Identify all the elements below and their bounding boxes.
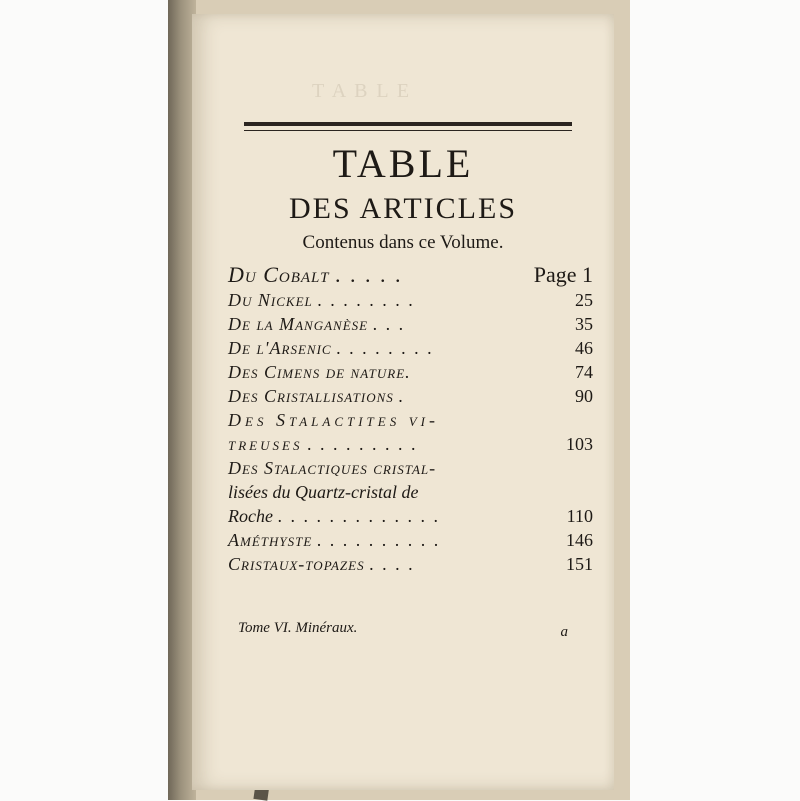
toc-entry-title: Des Cristallisations — [228, 386, 394, 406]
toc-entry-continuation — [228, 480, 593, 504]
toc-entry — [228, 552, 593, 576]
toc-entry — [228, 528, 593, 552]
toc-entry-title: Du Nickel — [228, 290, 313, 310]
table-of-contents — [228, 262, 593, 576]
toc-entry — [228, 262, 593, 288]
page-title: TABLE — [332, 141, 474, 186]
page-subtitle: DES ARTICLES — [288, 192, 518, 225]
toc-entry-title: Cristaux-topazes — [228, 554, 365, 574]
toc-entry-page: Page 1 — [533, 262, 593, 287]
toc-entry-title: De l'Arsenic — [228, 338, 332, 358]
toc-entry — [228, 456, 593, 480]
toc-entry-page: 35 — [575, 314, 593, 334]
toc-entry-page: 90 — [575, 386, 593, 406]
toc-entry — [228, 384, 593, 408]
toc-entry-page: 110 — [566, 506, 593, 526]
toc-entry-page: 25 — [575, 290, 593, 310]
toc-entry-page: 103 — [566, 434, 593, 454]
toc-entry-page: 151 — [566, 554, 593, 574]
toc-entry-dots: . — [398, 386, 405, 406]
page-footer — [238, 620, 568, 640]
toc-entry-title: Roche — [228, 506, 273, 526]
toc-entry-dots: . . . . . . . . — [336, 338, 434, 358]
toc-entry-page: 74 — [575, 362, 593, 382]
book-page — [192, 14, 614, 790]
toc-entry-dots: . . . . . . . . . — [306, 434, 418, 454]
toc-entry-dots: . . . . . . . . . . . . . — [277, 506, 440, 526]
toc-entry-title: Des Cimens de nature. — [228, 362, 411, 382]
show-through-text: T A B L E — [312, 80, 412, 102]
toc-entry — [228, 312, 593, 336]
toc-entry-page: 146 — [566, 530, 593, 550]
toc-entry-title: Améthyste — [228, 530, 313, 550]
toc-entry-continuation — [228, 432, 593, 456]
signature-mark: a — [560, 624, 568, 640]
toc-entry-page: 46 — [575, 338, 593, 358]
volume-label: Tome VI. Minéraux. — [238, 620, 358, 636]
toc-entry — [228, 360, 593, 384]
toc-entry-dots: . . . — [372, 314, 406, 334]
toc-entry-dots: . . . . — [369, 554, 415, 574]
toc-entry-continuation — [228, 504, 593, 528]
toc-entry-dots: . . . . . . . . . . — [316, 530, 441, 550]
top-rule-thin — [244, 130, 572, 131]
page-caption: Contenus dans ce Volume. — [302, 232, 504, 253]
toc-entry-title: lisées du Quartz-cristal de — [228, 482, 419, 502]
toc-entry — [228, 408, 593, 432]
toc-entry-title: Des Stalactites vi- — [228, 410, 439, 430]
top-rule-thick — [244, 122, 572, 126]
toc-entry-title: Des Stalactiques cristal- — [228, 458, 437, 478]
toc-entry-dots: . . . . . — [334, 262, 403, 287]
toc-entry-dots: . . . . . . . . — [317, 290, 415, 310]
toc-entry — [228, 288, 593, 312]
toc-entry-title: Du Cobalt — [228, 262, 330, 287]
toc-entry-title: treuses — [228, 434, 303, 454]
toc-entry — [228, 336, 593, 360]
toc-entry-title: De la Manganèse — [228, 314, 369, 334]
